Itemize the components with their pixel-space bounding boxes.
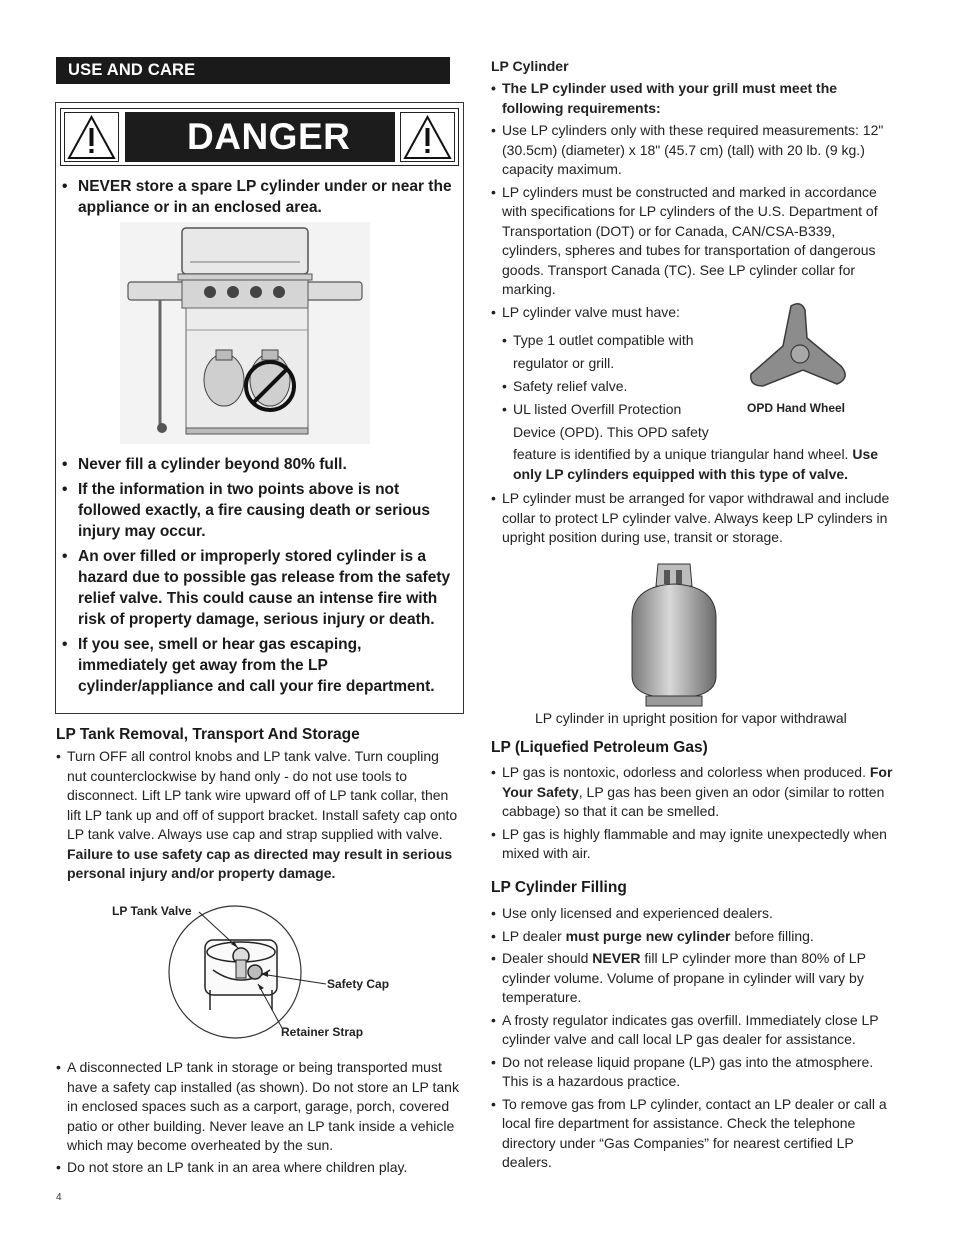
vapor-withdrawal: • LP cylinder must be arranged for vapor withdrawal and include collar to protect LP cylinder valve. Always keep LP cylinders in upright position during use, transit or storage. <box>491 490 890 545</box>
removal-para1 <box>56 747 462 884</box>
valve-intro-text: LP cylinder valve must have: <box>502 303 680 320</box>
valve-intro: • LP cylinder valve must have: <box>491 303 680 320</box>
filling-heading: LP Cylinder Filling <box>491 879 627 896</box>
danger-item-4: • If you see, smell or hear gas escaping, immediately get away from the LP cylinder/appliance and call your fire department. <box>62 634 454 697</box>
lp-cylinder-illustration <box>624 558 724 708</box>
danger-bullet-first <box>62 176 454 222</box>
warning-triangle-icon-left <box>64 112 119 162</box>
lpgas-p2: LP gas is highly flammable and may ignite unexpectedly when mixed with air. <box>502 825 887 861</box>
grill-illustration <box>120 222 370 444</box>
valve-item-1a: • Type 1 outlet compatible with <box>502 329 722 352</box>
lpgas-p1b: For Your Safety <box>502 764 893 800</box>
danger-header <box>60 108 459 166</box>
label-safety-cap: Safety Cap <box>327 977 390 991</box>
cylinder-req1: • Use LP cylinders only with these required measurements: 12" (30.5cm) (diameter) x 18" (45.7 cm) (tall) with 20 lb. (9 kg.) capacity maximum. <box>491 122 884 177</box>
danger-item-3: • An over filled or improperly stored cylinder is a hazard due to possible gas release from the safety relief valve. This could cause an intense fire with risk of property damage, serious injury or death. <box>62 546 454 630</box>
danger-label: DANGER <box>125 112 395 162</box>
page-number: 4 <box>56 1192 62 1203</box>
label-retainer-strap: Retainer Strap <box>281 1025 364 1039</box>
filling-f5: Do not release liquid propane (LP) gas into the atmosphere. This is a hazardous practice. <box>502 1053 874 1089</box>
danger-item-store: • NEVER store a spare LP cylinder under or near the appliance or in an enclosed area. <box>62 176 454 218</box>
lpgas-heading: LP (Liquefied Petroleum Gas) <box>491 739 708 756</box>
filling-f3a: Dealer should <box>502 950 593 966</box>
opd-text-plain: feature is identified by a unique triangular hand wheel. <box>513 446 853 462</box>
removal-para1-bold: Failure to use safety cap as directed may result in serious personal injury and/or property damage. <box>67 845 453 881</box>
lpgas-section: • LP gas is nontoxic, odorless and colorless when produced. For Your Safety, LP gas has been given an odor (similar to rotten cabbage) so that it can be smelled. • LP gas is highly flammable and may ignite unexpectedly when mixed with air. <box>491 764 893 861</box>
filling-f4: A frosty regulator indicates gas overfill. Immediately close LP cylinder valve and call local LP gas dealer for assistance. <box>502 1011 879 1047</box>
filling-f6: To remove gas from LP cylinder, contact an LP dealer or call a local fire department for assistance. Check the telephone directory under “Gas Companies” for nearest certified LP dealers. <box>502 1095 887 1170</box>
opd-hand-wheel-illustration <box>745 300 855 396</box>
valve-item-2: • Safety relief valve. <box>502 375 722 398</box>
label-lp-tank-valve: LP Tank Valve <box>112 904 192 918</box>
danger-item-1: • Never fill a cylinder beyond 80% full. <box>62 454 454 475</box>
cylinder-heading: LP Cylinder <box>491 58 569 74</box>
section-header: USE AND CARE <box>56 57 450 84</box>
cylinder-requirements: • The LP cylinder used with your grill must meet the following requirements: <box>491 80 838 116</box>
opd-text <box>513 445 893 484</box>
opd-caption: OPD Hand Wheel <box>747 401 846 415</box>
danger-item-2: • If the information in two points above is not followed exactly, a fire causing death or serious injury may occur. <box>62 479 454 542</box>
filling-f3c: fill LP cylinder more than 80% of LP cylinder volume. Volume of propane in cylinder will vary by temperature. <box>502 950 866 1005</box>
cylinder-section <box>491 57 893 322</box>
valve-item-1b: regulator or grill. <box>513 355 615 371</box>
filling-f2b: must purge new cylinder <box>565 927 731 944</box>
filling-f1: Use only licensed and experienced dealers. <box>502 905 773 921</box>
filling-f3b: NEVER <box>592 950 641 966</box>
lpgas-p1a: LP gas is nontoxic, odorless and colorless when produced. <box>502 764 870 780</box>
cylinder-req1-text: Use LP cylinders only with these required measurements: 12" (30.5cm) (diameter) x 18" (45.7 cm) (tall) with 20 lb. (9 kg.) capacity maximum. <box>502 122 884 177</box>
removal-para1-text: Turn OFF all control knobs and LP tank valve. Turn coupling nut counterclockwise by hand only - do not use tools to disconnect. Lift LP tank wire upward off of LP tank collar, then lift LP tank up and off of support bracket. Install safety cap onto LP tank valve. Always use cap and strap supplied with valve. <box>67 748 458 842</box>
warning-triangle-icon-right <box>400 112 455 162</box>
valve-item-3a: • UL listed Overfill Protection <box>502 398 722 421</box>
cylinder-req2: • LP cylinders must be constructed and marked in accordance with specifications for LP cylinders of the U.S. Department of Transportation (DOT) or for Canada, CAN/CSA-B339, cylinders, spheres and tubes for transportation of dangerous goods. Transport Canada (TC). See LP cylinder collar for marking. <box>491 183 878 297</box>
filling-section: • Use only licensed and experienced dealers. • LP dealer must purge new cylinder before filling. • Dealer should NEVER fill LP cylinder more than 80% of LP cylinder volume. Volume of propane in cylinder will vary by temperature. • A frosty regulator indicates gas overfill. Immediately close LP cylinder valve and call local LP gas dealer for assistance. • Do not release liquid propane (LP) gas into the atmosphere. This is a hazardous practice. • To remove gas from LP cylinder, contact an LP dealer or call a local fire department for assistance. Check the telephone directory under “Gas Companies” for nearest certified LP dealers. <box>491 905 887 1170</box>
cylinder-req2-text: LP cylinders must be constructed and marked in accordance with specifications for LP cylinders of the U.S. Department of Transportation (DOT) or for Canada, CAN/CSA-B339, cylinders, spheres and tubes for transportation of dangerous goods. Transport Canada (TC). See LP cylinder collar for marking. <box>502 183 878 297</box>
removal-heading: LP Tank Removal, Transport And Storage <box>56 726 360 743</box>
removal-more <box>56 1058 466 1177</box>
cylinder-caption: LP cylinder in upright position for vapor withdrawal <box>535 710 847 726</box>
lpgas-p1c: , LP gas has been given an odor (similar to rotten cabbage) so that it can be smelled. <box>502 783 885 819</box>
opd-text-bold: Use only LP cylinders equipped with this type of valve. <box>513 446 879 482</box>
removal-para2: • A disconnected LP tank in storage or being transported must have a safety cap installed (as shown). Do not store an LP tank in enclosed spaces such as a carport, garage, porch, covered patio or other building. Never leave an LP tank inside a vehicle which may become overheated by the sun. <box>56 1058 466 1156</box>
vapor-text: LP cylinder must be arranged for vapor withdrawal and include collar to protect LP cylinder valve. Always keep LP cylinders in upright position during use, transit or storage. <box>502 490 890 545</box>
danger-list <box>62 454 454 701</box>
cylinder-req-bold: The LP cylinder used with your grill must meet the following requirements: <box>502 80 838 116</box>
filling-f2a: LP dealer <box>502 927 566 944</box>
filling-f2c: before filling. <box>730 927 814 944</box>
valve-item-3b: Device (OPD). This OPD safety <box>513 424 709 440</box>
valve-list <box>502 329 722 444</box>
removal-para3: • Do not store an LP tank in an area where children play. <box>56 1158 466 1178</box>
